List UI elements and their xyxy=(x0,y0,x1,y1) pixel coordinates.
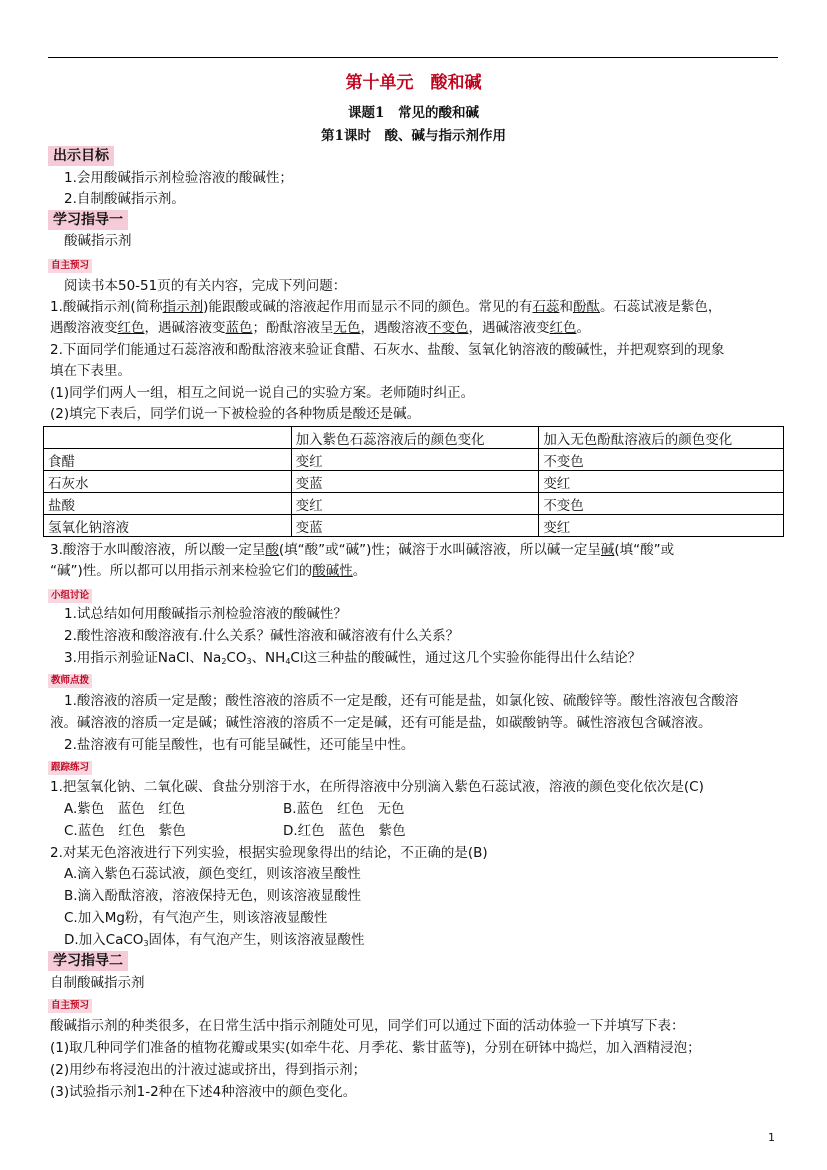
table-cell: 变红 xyxy=(539,471,784,493)
guide2-line: (3)试验指示剂1-2种在下述4种溶液中的颜色变化。 xyxy=(50,1084,357,1100)
table-cell: 变红 xyxy=(291,449,539,471)
table-row xyxy=(44,515,784,537)
table-cell: 氢氧化钠溶液 xyxy=(44,515,292,537)
question-1-line1: 1.酸碱指示剂(简称指示剂)能跟酸或碱的溶液起作用而显示不同的颜色。常见的有石蕊和酚酞。石蕊试液是紫色， xyxy=(50,299,722,315)
option-b: B.滴入酚酞溶液，溶液保持无色，则该溶液显酸性 xyxy=(64,888,362,904)
question-2-a: (1)同学们两人一组，相互之间说一说自己的实验方案。老师随时纠正。 xyxy=(50,385,475,401)
indicator-table xyxy=(43,426,784,537)
unit-title: 第十单元 酸和碱 xyxy=(345,73,482,93)
guide2-line: (2)用纱布将浸泡出的汁液过滤或挤出，得到指示剂； xyxy=(50,1062,367,1078)
teacher-line: 2.盐溶液有可能呈酸性，也有可能呈碱性，还可能呈中性。 xyxy=(64,737,415,753)
table-cell: 不变色 xyxy=(539,449,784,471)
question-2-line2: 填在下表里。 xyxy=(50,363,131,379)
option-d: D.加入CaCO$_3$固体，有气泡产生，则该溶液显酸性 xyxy=(64,932,365,948)
table-row xyxy=(44,471,784,493)
objective-item: 2.自制酸碱指示剂。 xyxy=(64,191,185,207)
guide1-topic: 酸碱指示剂 xyxy=(64,233,132,249)
discussion-item: 3.用指示剂验证NaCl、$Na_2CO_3$、$NH_4Cl$这三种盐的酸碱性，通过这几个实验你能得出什么结论？ xyxy=(64,650,642,666)
practice-tag: 跟踪练习 xyxy=(48,761,92,775)
question-2-b: (2)填完下表后，同学们说一下被检验的各种物质是酸还是碱。 xyxy=(50,406,421,422)
period-title: 第1课时 酸、碱与指示剂作用 xyxy=(321,128,506,144)
teacher-tag: 教师点拨 xyxy=(48,674,92,688)
table-cell: 变蓝 xyxy=(291,471,539,493)
table-cell: 石灰水 xyxy=(44,471,292,493)
practice-question-2: 2.对某无色溶液进行下列实验，根据实验现象得出的结论，不正确的是(B) xyxy=(50,845,488,861)
practice-question-1: 1.把氢氧化钠、二氧化碳、食盐分别溶于水，在所得溶液中分别滴入紫色石蕊试液，溶液的颜色变化依次是(C) xyxy=(50,779,704,795)
guide2-topic: 自制酸碱指示剂 xyxy=(50,975,145,991)
lesson-title: 课题1 常见的酸和碱 xyxy=(348,105,479,121)
guide2-line: 酸碱指示剂的种类很多，在日常生活中指示剂随处可见，同学们可以通过下面的活动体验一下并填写下表： xyxy=(50,1018,685,1034)
table-cell: 变蓝 xyxy=(291,515,539,537)
option-b: B.蓝色 红色 无色 xyxy=(283,801,405,817)
question-3-line2: “碱”)性。所以都可以用指示剂来检验它们的酸碱性。 xyxy=(50,563,367,579)
page-number: 1 xyxy=(768,1131,775,1144)
table-header-cell xyxy=(44,427,292,449)
table-header-cell: 加入无色酚酞溶液后的颜色变化 xyxy=(539,427,784,449)
option-a: A.滴入紫色石蕊试液，颜色变红，则该溶液呈酸性 xyxy=(64,866,361,882)
question-2-line1: 2.下面同学们能通过石蕊溶液和酚酞溶液来验证食醋、石灰水、盐酸、氢氧化钠溶液的酸碱性，并把观察到的现象 xyxy=(50,342,725,358)
table-header-row xyxy=(44,427,784,449)
table-cell: 盐酸 xyxy=(44,493,292,515)
guide2-line: (1)取几种同学们准备的植物花瓣或果实(如牵牛花、月季花、紫甘蓝等)，分别在研钵中捣烂，加入酒精浸泡； xyxy=(50,1040,701,1056)
guide2-tag: 学习指导二 xyxy=(48,951,128,971)
self-study-tag: 自主预习 xyxy=(48,259,92,273)
table-row xyxy=(44,449,784,471)
guide1-intro: 阅读书本50-51页的有关内容，完成下列问题： xyxy=(64,278,347,294)
teacher-line: 1.酸溶液的溶质一定是酸；酸性溶液的溶质不一定是酸，还有可能是盐，如氯化铵、硫酸锌等。酸性溶液包含酸溶 xyxy=(64,693,739,709)
objectives-tag: 出示目标 xyxy=(48,146,114,166)
table-header-cell: 加入紫色石蕊溶液后的颜色变化 xyxy=(291,427,539,449)
header-rule xyxy=(48,57,778,58)
table-cell: 食醋 xyxy=(44,449,292,471)
option-c: C.蓝色 红色 紫色 xyxy=(64,823,186,839)
table-cell: 不变色 xyxy=(539,493,784,515)
guide1-tag: 学习指导一 xyxy=(48,210,128,230)
discussion-item: 2.酸性溶液和酸溶液有.什么关系？碱性溶液和碱溶液有什么关系？ xyxy=(64,628,460,644)
question-3-line1: 3.酸溶于水叫酸溶液，所以酸一定呈酸(填“酸”或“碱”)性；碱溶于水叫碱溶液，所以碱一定呈碱(填“酸”或 xyxy=(50,542,675,558)
table-cell: 变红 xyxy=(539,515,784,537)
self-study-tag: 自主预习 xyxy=(48,999,92,1013)
option-a: A.紫色 蓝色 红色 xyxy=(64,801,186,817)
teacher-line: 液。碱溶液的溶质一定是碱；碱性溶液的溶质不一定是碱，还有可能是盐，如碳酸钠等。碱性溶液包含碱溶液。 xyxy=(50,715,712,731)
table-row xyxy=(44,493,784,515)
table-cell: 变红 xyxy=(291,493,539,515)
option-d: D.红色 蓝色 紫色 xyxy=(283,823,406,839)
question-1-line2: 遇酸溶液变红色，遇碱溶液变蓝色；酚酞溶液呈无色，遇酸溶液不变色，遇碱溶液变红色。 xyxy=(50,320,590,336)
objective-item: 1.会用酸碱指示剂检验溶液的酸碱性； xyxy=(64,170,293,186)
discussion-tag: 小组讨论 xyxy=(48,589,92,603)
discussion-item: 1.试总结如何用酸碱指示剂检验溶液的酸碱性？ xyxy=(64,606,347,622)
option-c: C.加入Mg粉，有气泡产生，则该溶液显酸性 xyxy=(64,910,328,926)
